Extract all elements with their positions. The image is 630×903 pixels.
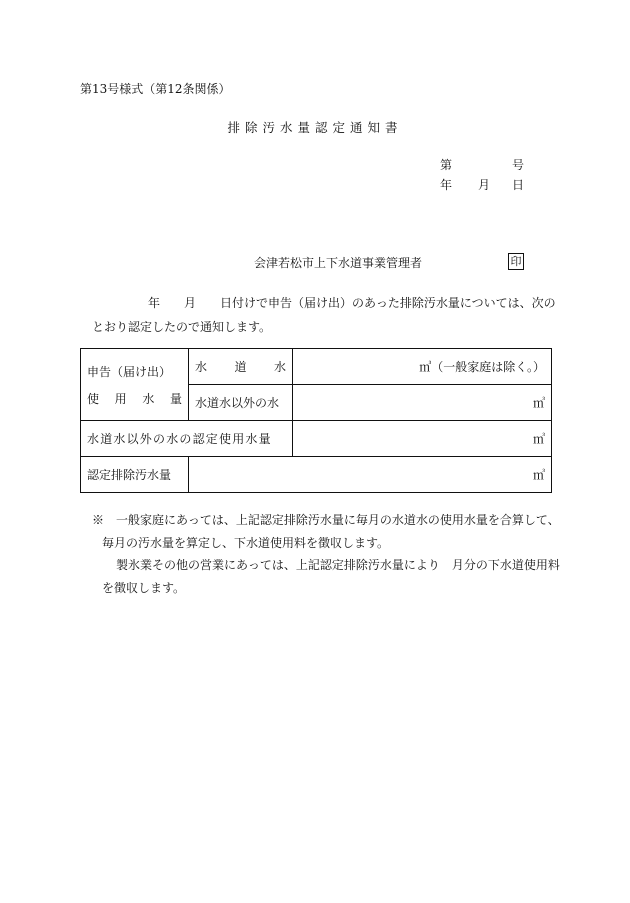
- other-water-unit: ㎥: [532, 396, 545, 410]
- body-line-1-rest: 日付けで申告（届け出）のあった排除汚水量については、次の: [220, 296, 556, 310]
- certified-discharge-label-cell: [81, 457, 189, 493]
- seal-mark: 印: [508, 253, 524, 270]
- body-month: 月: [184, 296, 197, 310]
- certified-discharge-label: 認定排除汚水量: [87, 468, 172, 482]
- note-line-4: を徴収します。: [102, 581, 186, 595]
- body-year: 年: [148, 296, 161, 310]
- certified-other-label: 水道水以外の水の認定使用水量: [87, 432, 272, 446]
- water-volume-table: [80, 348, 552, 493]
- certified-other-label-cell: [81, 421, 293, 457]
- document-title: 排除汚水量認定通知書: [227, 120, 403, 135]
- certified-other-value-cell: [293, 421, 552, 457]
- table-row: [81, 349, 552, 385]
- number-prefix: 第: [440, 158, 453, 172]
- number-suffix: 号: [512, 158, 525, 172]
- other-water-value-cell: [293, 385, 552, 421]
- table-row: [81, 421, 552, 457]
- note-line-1: ※ 一般家庭にあっては、上記認定排除汚水量に毎月の水道水の使用水量を合算して、: [92, 513, 560, 527]
- tap-water-note: ㎥（一般家庭は除く。）: [419, 360, 545, 374]
- form-label: 第13号様式（第12条関係）: [80, 82, 231, 96]
- certified-other-unit: ㎥: [532, 432, 545, 446]
- declared-volume-label-cell: [81, 349, 189, 421]
- other-water-label: 水道水以外の水: [195, 396, 280, 410]
- note-line-2: 毎月の汚水量を算定し、下水道使用料を徴収します。: [102, 536, 390, 550]
- declared-volume-label-1: 申告（届け出）: [87, 364, 172, 379]
- other-water-label-cell: [189, 385, 293, 421]
- tap-water-value-cell: [293, 349, 552, 385]
- certified-discharge-unit: ㎥: [532, 468, 545, 482]
- date-year: 年: [440, 178, 453, 192]
- note-line-3: 製氷業その他の営業にあっては、上記認定排除汚水量により 月分の下水道使用料: [116, 558, 560, 572]
- date-day: 日: [512, 178, 525, 192]
- body-line-1: [148, 296, 556, 310]
- table-row: [81, 457, 552, 493]
- date-month: 月: [478, 178, 491, 192]
- tap-water-label: 水 道 水: [195, 360, 286, 374]
- body-line-2: とおり認定したので通知します。: [92, 320, 272, 334]
- declared-volume-label-2: 使 用 水 量: [87, 391, 182, 406]
- certified-discharge-value-cell: [189, 457, 552, 493]
- issuer-name: 会津若松市上下水道事業管理者: [254, 256, 423, 270]
- tap-water-label-cell: [189, 349, 293, 385]
